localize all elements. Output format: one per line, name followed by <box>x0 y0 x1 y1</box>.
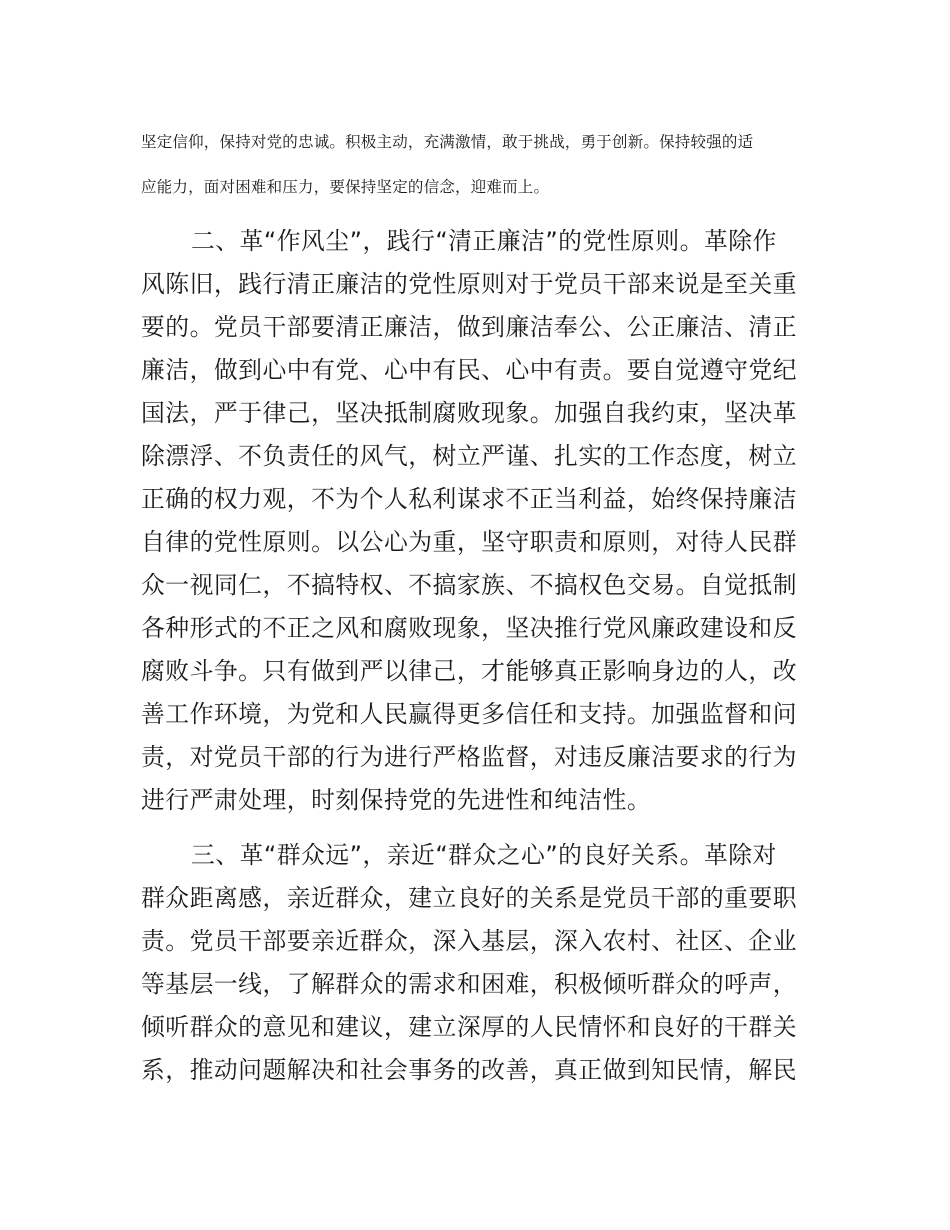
section2-line: 廉洁，做到心中有党、心中有民、心中有责。要自觉遵守党纪 <box>141 356 798 384</box>
section2-line: 要的。党员干部要清正廉洁，做到廉洁奉公、公正廉洁、清正 <box>141 313 798 341</box>
section3-line: 群众距离感，亲近群众，建立良好的关系是党员干部的重要职 <box>141 884 798 912</box>
section3-line: 系，推动问题解决和社会事务的改善，真正做到知民情，解民 <box>141 1056 798 1084</box>
intro-line-2: 应能力，面对困难和压力，要保持坚定的信念，迎难而上。 <box>141 178 550 196</box>
section2-line: 众一视同仁，不搞特权、不搞家族、不搞权色交易。自觉抵制 <box>141 571 798 599</box>
section2-line: 正确的权力观，不为个人私利谋求不正当利益，始终保持廉洁 <box>141 485 798 513</box>
section2-line: 各种形式的不正之风和腐败现象，坚决推行党风廉政建设和反 <box>141 614 798 642</box>
section2-line: 责，对党员干部的行为进行严格监督，对违反廉洁要求的行为 <box>141 743 798 771</box>
intro-line-1: 坚定信仰，保持对党的忠诚。积极主动，充满激情，敢于挑战，勇于创新。保持较强的适 <box>141 133 754 151</box>
section2-line: 国法，严于律己，坚决抵制腐败现象。加强自我约束，坚决革 <box>141 399 798 427</box>
section2-heading-line: 二、革“作风尘”，践行“清正廉洁”的党性原则。革除作 <box>191 227 777 255</box>
section3-line: 倾听群众的意见和建议，建立深厚的人民情怀和良好的干群关 <box>141 1013 798 1041</box>
section2-line: 自律的党性原则。以公心为重，坚守职责和原则，对待人民群 <box>141 528 798 556</box>
section3-line: 等基层一线，了解群众的需求和困难，积极倾听群众的呼声， <box>141 970 798 998</box>
section2-line: 进行严肃处理，时刻保持党的先进性和纯洁性。 <box>141 786 652 814</box>
section2-line: 除漂浮、不负责任的风气，树立严谨、扎实的工作态度，树立 <box>141 442 798 470</box>
section3-heading-line: 三、革“群众远”，亲近“群众之心”的良好关系。革除对 <box>191 841 777 869</box>
section2-line: 善工作环境，为党和人民赢得更多信任和支持。加强监督和问 <box>141 700 798 728</box>
section2-line: 腐败斗争。只有做到严以律己，才能够真正影响身边的人，改 <box>141 657 798 685</box>
section2-line: 风陈旧，践行清正廉洁的党性原则对于党员干部来说是至关重 <box>141 270 798 298</box>
section3-line: 责。党员干部要亲近群众，深入基层，深入农村、社区、企业 <box>141 927 798 955</box>
